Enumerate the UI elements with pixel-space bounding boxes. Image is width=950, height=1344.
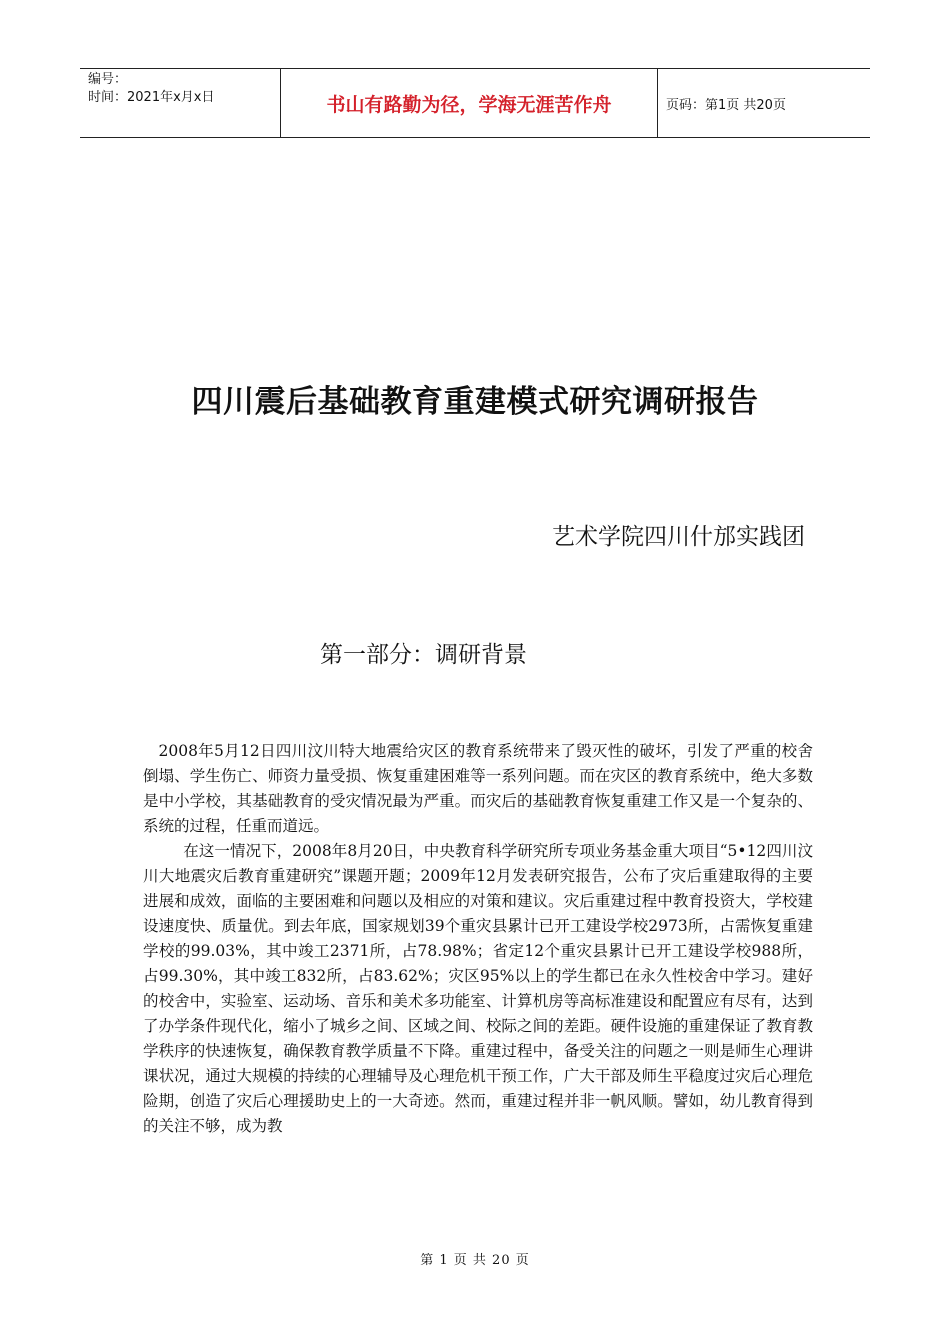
body-paragraph: 在这一情况下，2008年8月20日，中央教育科学研究所专项业务基金重大项目“5•12四川汶川大地震灾后教育重建研究”课题开题；2009年12月发表研究报告，公布了灾后重建取得的主要进展和成效，面临的主要困难和问题以及相应的对策和建议。灾后重建过程中教育投资大，学校建设速度快、质量优。到去年底，国家规划39个重灾县累计已开工建设学校2973所，占需恢复重建学校的99.03%，其中竣工2371所，占78.98%；省定12个重灾县累计已开工建设学校988所，占99.30%，其中竣工832所，占83.62%；灾区95%以上的学生都已在永久性校舍中学习。建好的校舍中，实验室、运动场、音乐和美术多功能室、计算机房等高标准建设和配置应有尽有，达到了办学条件现代化，缩小了城乡之间、区域之间、校际之间的差距。硬件设施的重建保证了教育教学秩序的快速恢复，确保教育教学质量不下降。重建过程中，备受关注的问题之一则是师生心理讲课状况，通过大规模的持续的心理辅导及心理危机干预工作，广大干部及师生平稳度过灾后心理危险期，创造了灾后心理援助史上的一大奇迹。然而，重建过程并非一帆风顺。譬如，幼儿教育得到的关注不够，成为教 (143, 842, 813, 1135)
body-paragraph: 2008年5月12日四川汶川特大地震给灾区的教育系统带来了毁灭性的破坏，引发了严重的校舍倒塌、学生伤亡、师资力量受损、恢复重建困难等一系列问题。而在灾区的教育系统中，绝大多数是中小学校，其基础教育的受灾情况最为严重。而灾后的基础教育恢复重建工作又是一个复杂的、系统的过程，任重而道远。 (143, 742, 813, 835)
header-number-label: 编号： (88, 72, 128, 87)
header-meta (80, 69, 280, 137)
page-footer: 第 1 页 共 20 页 (420, 1253, 530, 1268)
section-heading: 第一部分：调研背景 (320, 642, 527, 668)
document-body (143, 739, 813, 1139)
document-author: 艺术学院四川什邡实践团 (552, 524, 805, 550)
header-time-label: 时间：2021年x月x日 (88, 90, 215, 105)
header-motto: 书山有路勤为径，学海无涯苦作舟 (280, 69, 658, 137)
header-page-info: 页码：第1页 共20页 (666, 97, 786, 113)
document-title: 四川震后基础教育重建模式研究调研报告 (191, 384, 759, 420)
document-header (80, 68, 870, 138)
